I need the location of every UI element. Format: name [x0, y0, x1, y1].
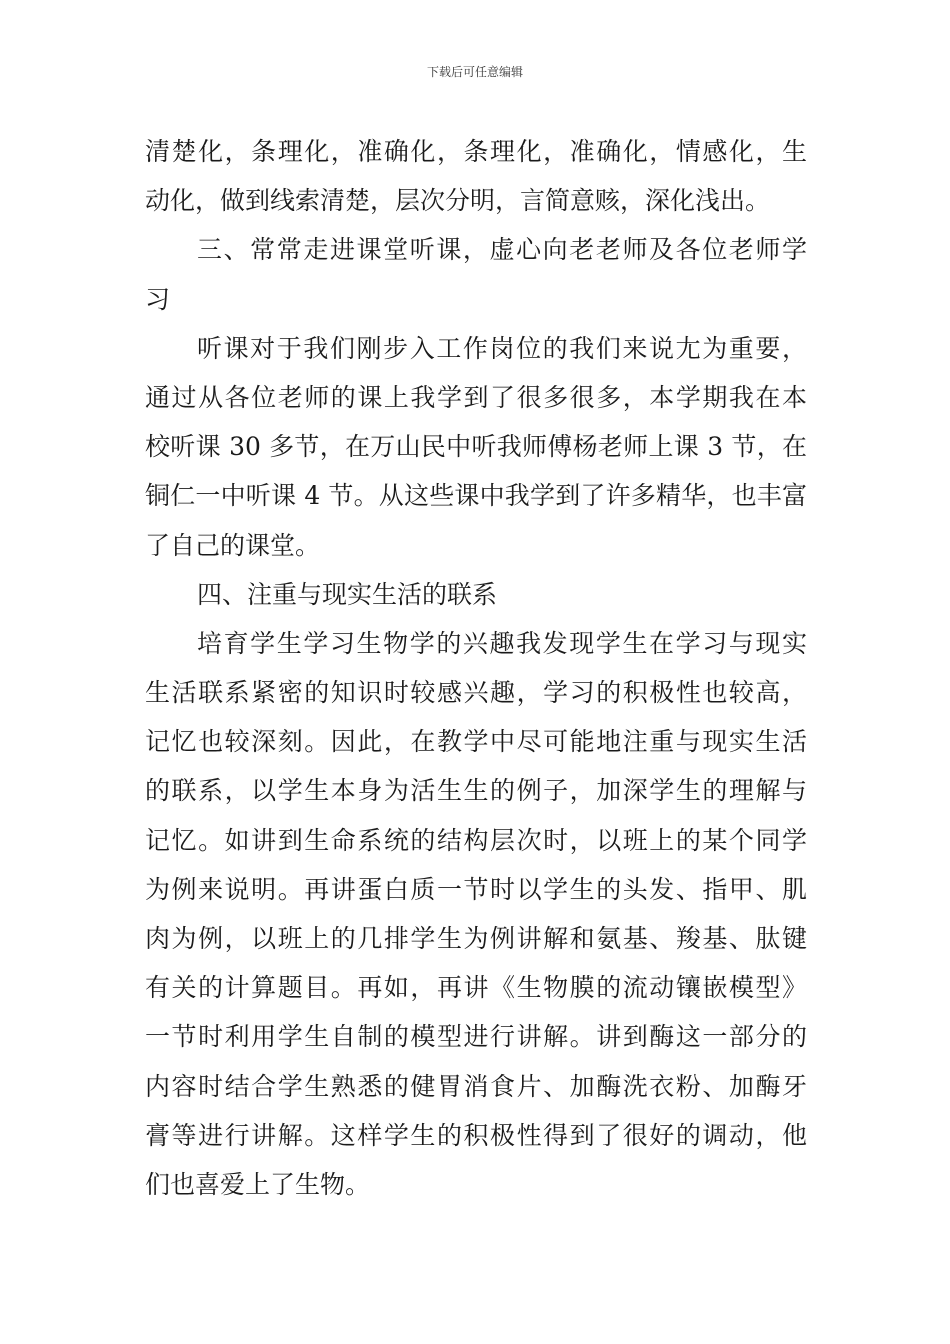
text-line: 校听课 30 多节，在万山民中听我师傅杨老师上课 3 节，在	[145, 432, 807, 462]
text-line: 习	[145, 284, 171, 314]
text-line: 一节时利用学生自制的模型进行讲解。讲到酶这一部分的	[145, 1022, 807, 1052]
text-line: 膏等进行讲解。这样学生的积极性得到了很好的调动，他	[145, 1120, 807, 1150]
body-text	[145, 127, 807, 1209]
text-line: 为例来说明。再讲蛋白质一节时以学生的头发、指甲、肌	[145, 874, 807, 904]
text-line: 培育学生学习生物学的兴趣我发现学生在学习与现实	[197, 628, 807, 658]
page-header-note: 下载后可任意编辑	[426, 65, 523, 79]
text-line: 三、常常走进课堂听课，虚心向老老师及各位老师学	[197, 235, 807, 265]
text-line: 们也喜爱上了生物。	[145, 1169, 371, 1199]
text-line: 听课对于我们刚步入工作岗位的我们来说尢为重要，	[197, 333, 807, 363]
text-line: 生活联系紧密的知识时较感兴趣，学习的积极性也较高，	[145, 678, 807, 708]
text-line: 了自己的课堂。	[145, 530, 321, 560]
text-line: 记忆也较深刻。因此，在教学中尽可能地注重与现实生活	[145, 727, 807, 757]
text-line: 动化，做到线索清楚，层次分明，言简意赅，深化浅出。	[145, 186, 771, 216]
text-line: 清楚化，条理化，准确化，条理化，准确化，情感化，生	[145, 137, 807, 166]
text-line: 通过从各位老师的课上我学到了很多很多，本学期我在本	[145, 382, 807, 412]
text-line: 肉为例，以班上的几排学生为例讲解和氨基、羧基、肽键	[145, 924, 807, 953]
text-line: 铜仁一中听课 4 节。从这些课中我学到了许多精华，也丰富	[145, 481, 807, 511]
text-line: 记忆。如讲到生命系统的结构层次时，以班上的某个同学	[145, 825, 807, 855]
text-line: 的联系，以学生本身为活生生的例子，加深学生的理解与	[145, 776, 807, 806]
text-line: 有关的计算题目。再如，再讲《生物膜的流动镶嵌模型》	[145, 973, 807, 1003]
text-line: 内容时结合学生熟悉的健胃消食片、加酶洗衣粉、加酶牙	[145, 1071, 807, 1101]
text-line: 四、注重与现实生活的联系	[197, 579, 498, 609]
